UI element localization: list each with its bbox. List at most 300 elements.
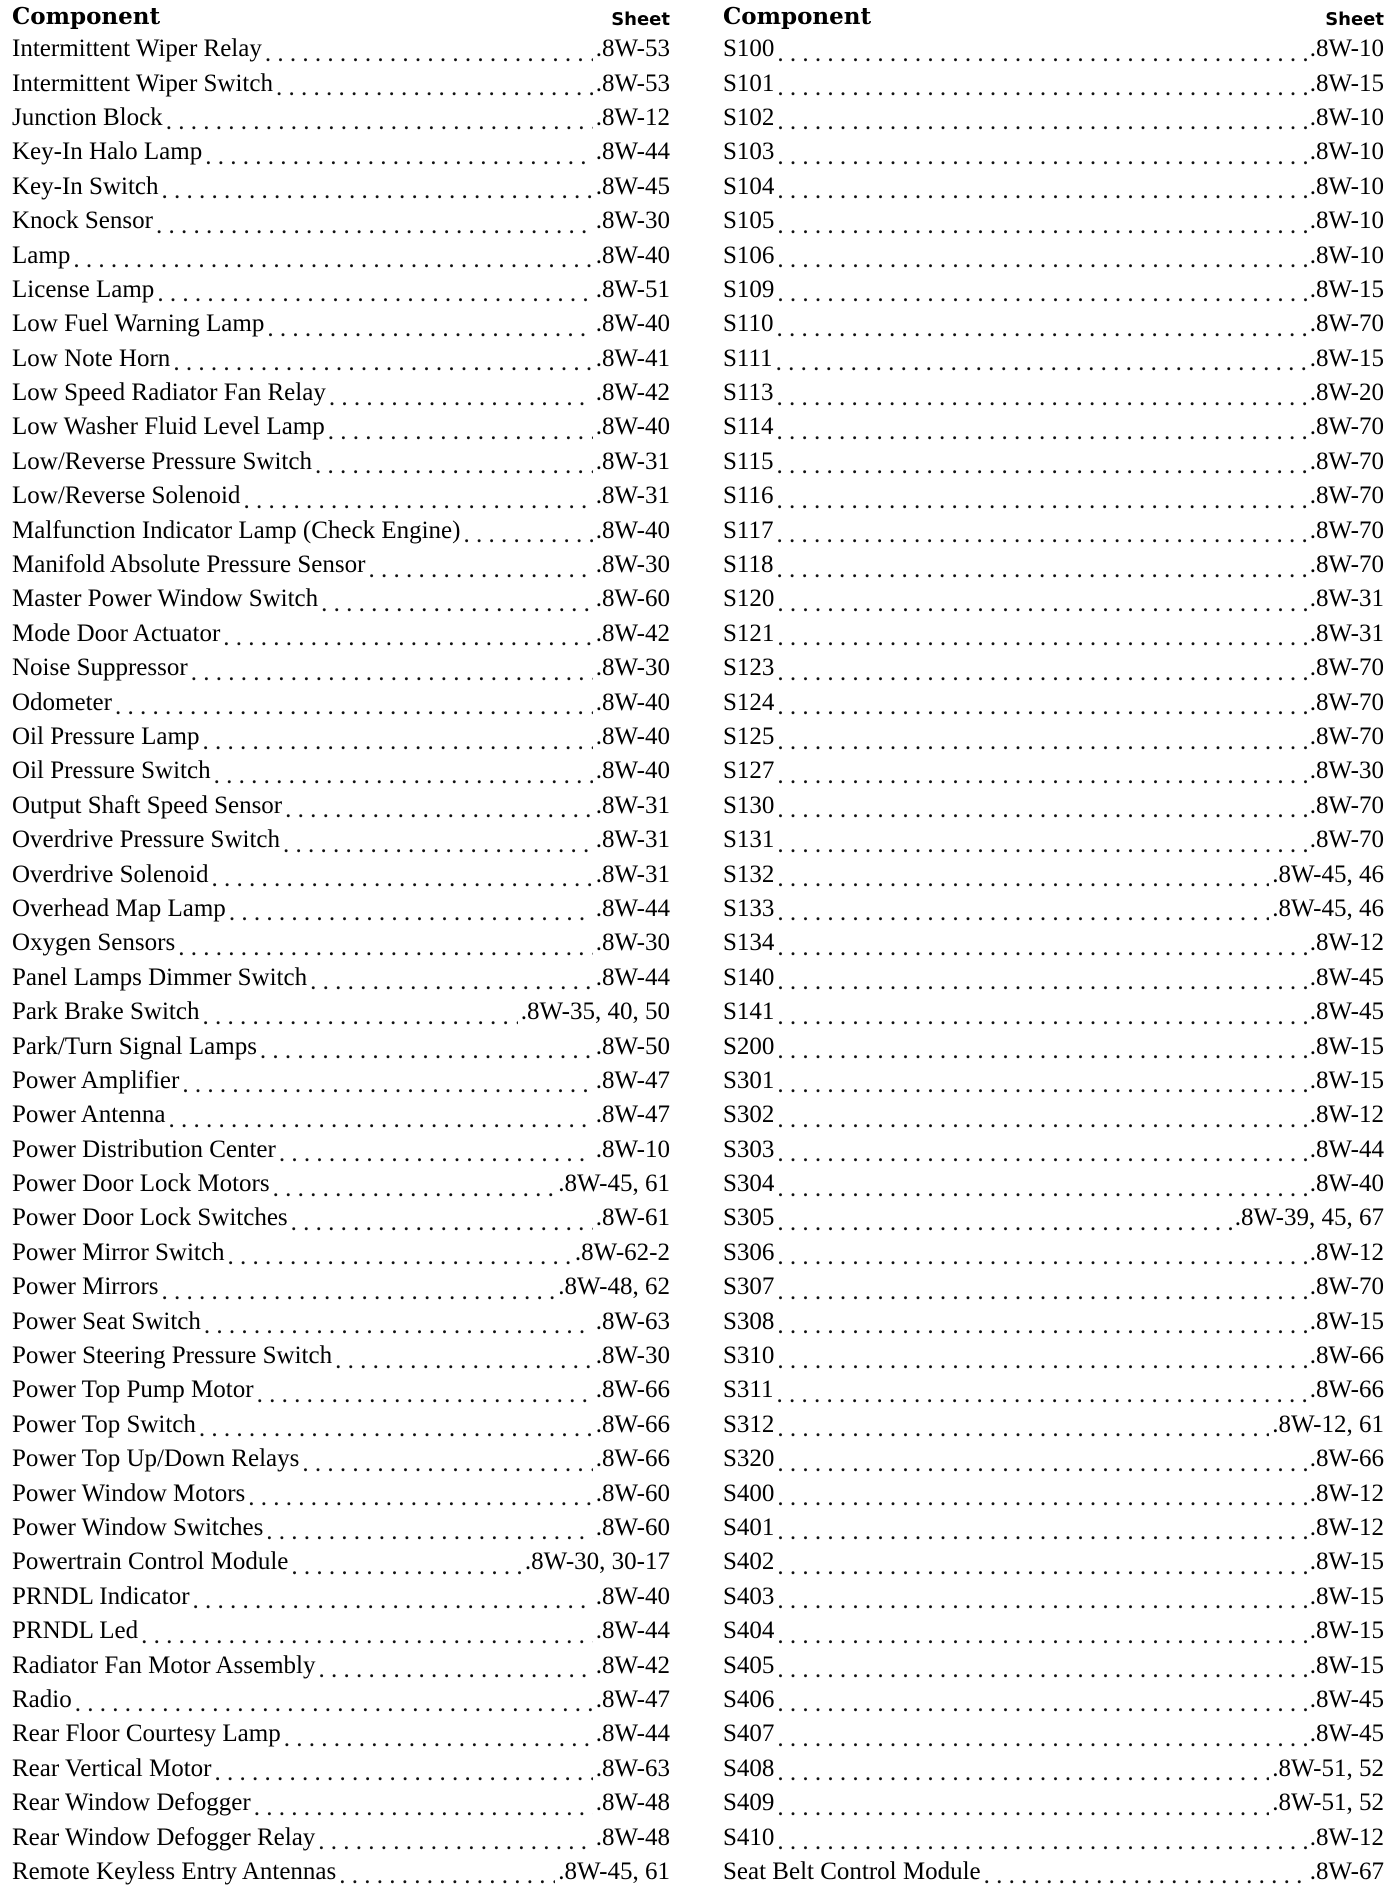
dot-leader [223, 625, 592, 650]
component-name: S407 [723, 1720, 775, 1748]
dot-leader [776, 453, 1306, 478]
dot-leader [205, 144, 592, 169]
index-entry [723, 1614, 1384, 1648]
dot-leader [777, 1313, 1306, 1338]
component-name: S400 [723, 1479, 775, 1507]
component-name: S102 [723, 103, 775, 131]
index-entry [723, 1373, 1384, 1407]
sheet-reference: .8W-40 [1309, 1170, 1384, 1198]
index-entry [723, 410, 1384, 444]
sheet-reference: .8W-66 [1309, 1342, 1384, 1370]
sheet-reference: .8W-15 [1309, 344, 1384, 372]
component-name: Mode Door Actuator [12, 619, 221, 647]
sheet-reference: .8W-61 [595, 1204, 670, 1232]
component-name: Radiator Fan Motor Assembly [12, 1651, 316, 1679]
component-name: S141 [723, 998, 775, 1026]
dot-leader [776, 1382, 1306, 1407]
component-name: PRNDL Indicator [12, 1582, 190, 1610]
component-name: Park Brake Switch [12, 998, 200, 1026]
component-name: S311 [723, 1376, 774, 1404]
index-entry [12, 1717, 670, 1751]
component-name: Junction Block [12, 103, 163, 131]
index-entry [12, 1614, 670, 1648]
sheet-reference: .8W-15 [1309, 1307, 1384, 1335]
sheet-reference: .8W-10 [595, 1135, 670, 1163]
component-name: Seat Belt Control Module [723, 1857, 981, 1885]
index-entry [12, 995, 670, 1029]
dot-leader [463, 522, 592, 547]
sheet-reference: .8W-60 [595, 1479, 670, 1507]
component-name: Power Door Lock Motors [12, 1170, 270, 1198]
dot-leader [777, 694, 1306, 719]
index-entry [12, 445, 670, 479]
sheet-reference: .8W-15 [1309, 1548, 1384, 1576]
index-entry [12, 1408, 670, 1442]
index-entry [12, 273, 670, 307]
sheet-reference: .8W-47 [595, 1101, 670, 1129]
sheet-reference: .8W-45 [1309, 963, 1384, 991]
dot-leader [776, 316, 1306, 341]
sheet-reference: .8W-15 [1309, 1066, 1384, 1094]
dot-leader [777, 1141, 1306, 1166]
index-entry [12, 513, 670, 547]
component-name: Power Top Switch [12, 1410, 196, 1438]
component-name: Rear Floor Courtesy Lamp [12, 1720, 281, 1748]
sheet-reference: .8W-15 [1309, 1651, 1384, 1679]
component-name: Overdrive Pressure Switch [12, 826, 280, 854]
index-entry [723, 307, 1384, 341]
dot-leader [777, 1210, 1231, 1235]
component-name: Power Window Motors [12, 1479, 246, 1507]
component-name: Low/Reverse Pressure Switch [12, 447, 312, 475]
index-entry [723, 892, 1384, 926]
index-entry [12, 1167, 670, 1201]
index-entry [723, 617, 1384, 651]
index-entry [723, 548, 1384, 582]
component-name: Power Door Lock Switches [12, 1204, 288, 1232]
index-entry [723, 1133, 1384, 1167]
dot-leader [777, 41, 1306, 66]
index-entry [723, 238, 1384, 272]
dot-leader [178, 935, 593, 960]
index-entry [723, 1717, 1384, 1751]
sheet-reference: .8W-12 [1309, 1101, 1384, 1129]
index-entry [723, 1511, 1384, 1545]
sheet-reference: .8W-53 [595, 35, 670, 63]
index-entry [723, 1339, 1384, 1373]
component-name: Power Steering Pressure Switch [12, 1342, 333, 1370]
dot-leader [984, 1863, 1307, 1888]
component-name: Low Washer Fluid Level Lamp [12, 413, 325, 441]
dot-leader [243, 488, 592, 513]
sheet-reference: .8W-45, 61 [558, 1170, 670, 1198]
component-name: PRNDL Led [12, 1617, 139, 1645]
sheet-reference: .8W-70 [1309, 310, 1384, 338]
component-name: S101 [723, 69, 775, 97]
component-name: Noise Suppressor [12, 654, 188, 682]
dot-leader [777, 1348, 1306, 1373]
sheet-reference: .8W-30 [595, 929, 670, 957]
index-entry [723, 1683, 1384, 1717]
dot-leader [276, 75, 593, 100]
component-name: S115 [723, 447, 774, 475]
sheet-reference: .8W-44 [595, 1720, 670, 1748]
dot-leader [777, 109, 1306, 134]
sheet-reference: .8W-70 [1309, 791, 1384, 819]
component-name: Park/Turn Signal Lamps [12, 1032, 257, 1060]
sheet-reference: .8W-10 [1309, 103, 1384, 131]
dot-leader [284, 1726, 593, 1751]
sheet-reference: .8W-40 [595, 516, 670, 544]
dot-leader [777, 1760, 1269, 1785]
component-name: Power Top Up/Down Relays [12, 1445, 300, 1473]
component-name: Power Mirror Switch [12, 1238, 225, 1266]
sheet-reference: .8W-40 [595, 241, 670, 269]
sheet-reference: .8W-15 [1309, 1032, 1384, 1060]
dot-leader [265, 41, 593, 66]
index-entry [12, 754, 670, 788]
component-name: S117 [723, 516, 774, 544]
component-name: Panel Lamps Dimmer Switch [12, 963, 308, 991]
component-name: S408 [723, 1754, 775, 1782]
component-name: Power Window Switches [12, 1513, 264, 1541]
sheet-reference: .8W-66 [1309, 1445, 1384, 1473]
dot-leader [156, 213, 593, 238]
component-name: Radio [12, 1685, 72, 1713]
index-entry [12, 238, 670, 272]
dot-leader [302, 1451, 592, 1476]
right-index-column [723, 0, 1384, 1889]
sheet-header: Sheet [1325, 9, 1384, 30]
dot-leader [777, 1519, 1306, 1544]
sheet-reference: .8W-63 [595, 1754, 670, 1782]
index-entry [723, 376, 1384, 410]
dot-leader [199, 1416, 593, 1441]
sheet-reference: .8W-66 [595, 1410, 670, 1438]
dot-leader [777, 1588, 1306, 1613]
component-name: Powertrain Control Module [12, 1548, 289, 1576]
dot-leader [776, 557, 1306, 582]
dot-leader [777, 763, 1306, 788]
dot-leader [204, 1313, 593, 1338]
component-name: S133 [723, 894, 775, 922]
component-name: Intermittent Wiper Relay [12, 35, 262, 63]
sheet-reference: .8W-45, 46 [1272, 860, 1384, 888]
index-entry [723, 1786, 1384, 1820]
index-entry [723, 1545, 1384, 1579]
index-entry [723, 754, 1384, 788]
sheet-reference: .8W-66 [1309, 1376, 1384, 1404]
sheet-reference: .8W-70 [1309, 447, 1384, 475]
dot-leader [182, 1072, 592, 1097]
index-entry [12, 170, 670, 204]
right-component-list [723, 32, 1384, 1889]
left-index-column [12, 0, 670, 1889]
index-entry [12, 204, 670, 238]
sheet-reference: .8W-42 [595, 619, 670, 647]
dot-leader [248, 1485, 592, 1510]
sheet-reference: .8W-15 [1309, 1582, 1384, 1610]
sheet-reference: .8W-42 [595, 1651, 670, 1679]
sheet-reference: .8W-44 [595, 1617, 670, 1645]
dot-leader [777, 1416, 1269, 1441]
index-entry [723, 961, 1384, 995]
sheet-reference: .8W-31 [1309, 619, 1384, 647]
sheet-reference: .8W-70 [1309, 654, 1384, 682]
sheet-reference: .8W-70 [1309, 482, 1384, 510]
sheet-reference: .8W-70 [1309, 516, 1384, 544]
index-entry [12, 410, 670, 444]
component-name: S105 [723, 207, 775, 235]
index-entry [12, 1683, 670, 1717]
sheet-reference: .8W-45 [1309, 1685, 1384, 1713]
index-entry [723, 445, 1384, 479]
component-name: Oxygen Sensors [12, 929, 176, 957]
dot-leader [368, 557, 592, 582]
dot-leader [214, 1760, 592, 1785]
dot-leader [776, 488, 1306, 513]
index-entry [723, 857, 1384, 891]
index-entry [12, 857, 670, 891]
sheet-reference: .8W-31 [595, 826, 670, 854]
index-entry [723, 32, 1384, 66]
index-entry [723, 1408, 1384, 1442]
component-name: Lamp [12, 241, 71, 269]
dot-leader [162, 178, 593, 203]
index-entry [12, 1442, 670, 1476]
sheet-reference: .8W-45 [1309, 1720, 1384, 1748]
dot-leader [257, 1382, 593, 1407]
dot-leader [202, 1004, 517, 1029]
index-entry [723, 823, 1384, 857]
dot-leader [777, 660, 1306, 685]
index-entry [12, 1064, 670, 1098]
index-entry [12, 789, 670, 823]
index-entry [723, 1270, 1384, 1304]
sheet-reference: .8W-53 [595, 69, 670, 97]
component-name: S127 [723, 757, 775, 785]
component-name: S124 [723, 688, 775, 716]
sheet-reference: .8W-44 [595, 138, 670, 166]
sheet-reference: .8W-70 [1309, 1273, 1384, 1301]
index-entry [12, 720, 670, 754]
dot-leader [777, 213, 1306, 238]
dot-leader [260, 1038, 593, 1063]
sheet-reference: .8W-51, 52 [1272, 1754, 1384, 1782]
sheet-reference: .8W-66 [595, 1445, 670, 1473]
sheet-reference: .8W-12 [1309, 1479, 1384, 1507]
index-entry [12, 376, 670, 410]
sheet-reference: .8W-42 [595, 379, 670, 407]
component-name: S132 [723, 860, 775, 888]
index-entry [723, 1098, 1384, 1132]
dot-leader [777, 1657, 1306, 1682]
component-name: S409 [723, 1789, 775, 1817]
sheet-reference: .8W-40 [595, 757, 670, 785]
sheet-reference: .8W-12, 61 [1272, 1410, 1384, 1438]
component-name: S140 [723, 963, 775, 991]
component-name: Power Antenna [12, 1101, 166, 1129]
component-name: Overdrive Solenoid [12, 860, 209, 888]
component-header: Component [723, 3, 872, 30]
left-column-header [12, 0, 670, 32]
index-entry [723, 1855, 1384, 1889]
index-entry [723, 789, 1384, 823]
index-entry [12, 1545, 670, 1579]
component-name: Master Power Window Switch [12, 585, 319, 613]
component-name: S305 [723, 1204, 775, 1232]
index-entry [723, 926, 1384, 960]
sheet-reference: .8W-50 [595, 1032, 670, 1060]
index-entry [12, 651, 670, 685]
dot-leader [291, 1554, 522, 1579]
sheet-reference: .8W-30 [595, 1342, 670, 1370]
sheet-reference: .8W-47 [595, 1066, 670, 1094]
index-entry [12, 1236, 670, 1270]
sheet-reference: .8W-48 [595, 1789, 670, 1817]
sheet-reference: .8W-10 [1309, 35, 1384, 63]
sheet-reference: .8W-30 [595, 654, 670, 682]
component-name: S303 [723, 1135, 775, 1163]
sheet-reference: .8W-20 [1309, 379, 1384, 407]
component-name: Malfunction Indicator Lamp (Check Engine) [12, 516, 461, 544]
component-name: Remote Keyless Entry Antennas [12, 1857, 337, 1885]
index-entry [12, 101, 670, 135]
component-name: S116 [723, 482, 774, 510]
component-name: Output Shaft Speed Sensor [12, 791, 283, 819]
sheet-reference: .8W-30 [595, 207, 670, 235]
dot-leader [777, 625, 1306, 650]
component-name: Power Mirrors [12, 1273, 159, 1301]
dot-leader [777, 1072, 1306, 1097]
index-entry [12, 1476, 670, 1510]
sheet-reference: .8W-10 [1309, 207, 1384, 235]
component-name: S103 [723, 138, 775, 166]
dot-leader [193, 1588, 593, 1613]
dot-leader [283, 832, 593, 857]
sheet-reference: .8W-44 [595, 894, 670, 922]
sheet-reference: .8W-30 [1309, 757, 1384, 785]
dot-leader [777, 591, 1306, 616]
component-name: S301 [723, 1066, 775, 1094]
index-entry [723, 995, 1384, 1029]
index-entry [12, 617, 670, 651]
index-entry [12, 926, 670, 960]
component-name: S131 [723, 826, 775, 854]
component-name: S402 [723, 1548, 775, 1576]
dot-leader [229, 900, 593, 925]
dot-leader [162, 1279, 556, 1304]
sheet-reference: .8W-40 [595, 1582, 670, 1610]
dot-leader [339, 1863, 555, 1888]
index-entry [723, 204, 1384, 238]
component-name: S310 [723, 1342, 775, 1370]
dot-leader [777, 178, 1306, 203]
index-entry [12, 307, 670, 341]
index-entry [723, 720, 1384, 754]
dot-leader [777, 1451, 1306, 1476]
dot-leader [777, 729, 1306, 754]
index-entry [12, 1855, 670, 1889]
sheet-reference: .8W-40 [595, 688, 670, 716]
dot-leader [777, 1795, 1269, 1820]
index-entry [12, 1133, 670, 1167]
dot-leader [166, 109, 593, 134]
sheet-reference: .8W-44 [595, 963, 670, 991]
component-name: Low Fuel Warning Lamp [12, 310, 265, 338]
index-entry [12, 1339, 670, 1373]
component-name: Rear Window Defogger [12, 1789, 251, 1817]
component-name: S109 [723, 275, 775, 303]
dot-leader [777, 1623, 1306, 1648]
dot-leader [776, 385, 1306, 410]
dot-leader [777, 1554, 1306, 1579]
dot-leader [211, 866, 592, 891]
dot-leader [266, 1519, 592, 1544]
component-name: S304 [723, 1170, 775, 1198]
component-name: Low/Reverse Solenoid [12, 482, 241, 510]
index-entry [12, 1511, 670, 1545]
component-name: Oil Pressure Switch [12, 757, 211, 785]
sheet-reference: .8W-40 [595, 310, 670, 338]
dot-leader [777, 969, 1306, 994]
index-entry [12, 1304, 670, 1338]
index-entry [12, 1580, 670, 1614]
index-entry [12, 135, 670, 169]
component-name: S406 [723, 1685, 775, 1713]
index-entry [723, 1304, 1384, 1338]
dot-leader [321, 591, 593, 616]
sheet-reference: .8W-31 [595, 447, 670, 475]
component-name: S312 [723, 1410, 775, 1438]
index-entry [723, 1476, 1384, 1510]
dot-leader [202, 729, 592, 754]
sheet-reference: .8W-12 [595, 103, 670, 131]
sheet-reference: .8W-12 [1309, 1513, 1384, 1541]
index-entry [723, 479, 1384, 513]
dot-leader [168, 1107, 592, 1132]
dot-leader [777, 1004, 1306, 1029]
component-name: S125 [723, 723, 775, 750]
left-component-list [12, 32, 670, 1889]
component-name: S130 [723, 791, 775, 819]
dot-leader [141, 1623, 593, 1648]
dot-leader [777, 1691, 1306, 1716]
index-entry [723, 582, 1384, 616]
sheet-reference: .8W-45 [595, 172, 670, 200]
component-name: Rear Vertical Motor [12, 1754, 212, 1782]
component-name: License Lamp [12, 275, 155, 303]
component-name: Overhead Map Lamp [12, 894, 226, 922]
component-name: Oil Pressure Lamp [12, 723, 200, 750]
sheet-reference: .8W-63 [595, 1307, 670, 1335]
index-entry [723, 685, 1384, 719]
dot-leader [777, 247, 1306, 272]
component-name: S111 [723, 344, 773, 372]
sheet-reference: .8W-40 [595, 723, 670, 750]
dot-leader [777, 866, 1269, 891]
sheet-reference: .8W-62-2 [574, 1238, 670, 1266]
dot-leader [777, 1485, 1306, 1510]
sheet-reference: .8W-48, 62 [558, 1273, 670, 1301]
dot-leader [254, 1795, 593, 1820]
component-name: S308 [723, 1307, 775, 1335]
dot-leader [191, 660, 593, 685]
index-entry [723, 513, 1384, 547]
dot-leader [310, 969, 593, 994]
component-name: Key-In Switch [12, 172, 159, 200]
dot-leader [776, 419, 1306, 444]
